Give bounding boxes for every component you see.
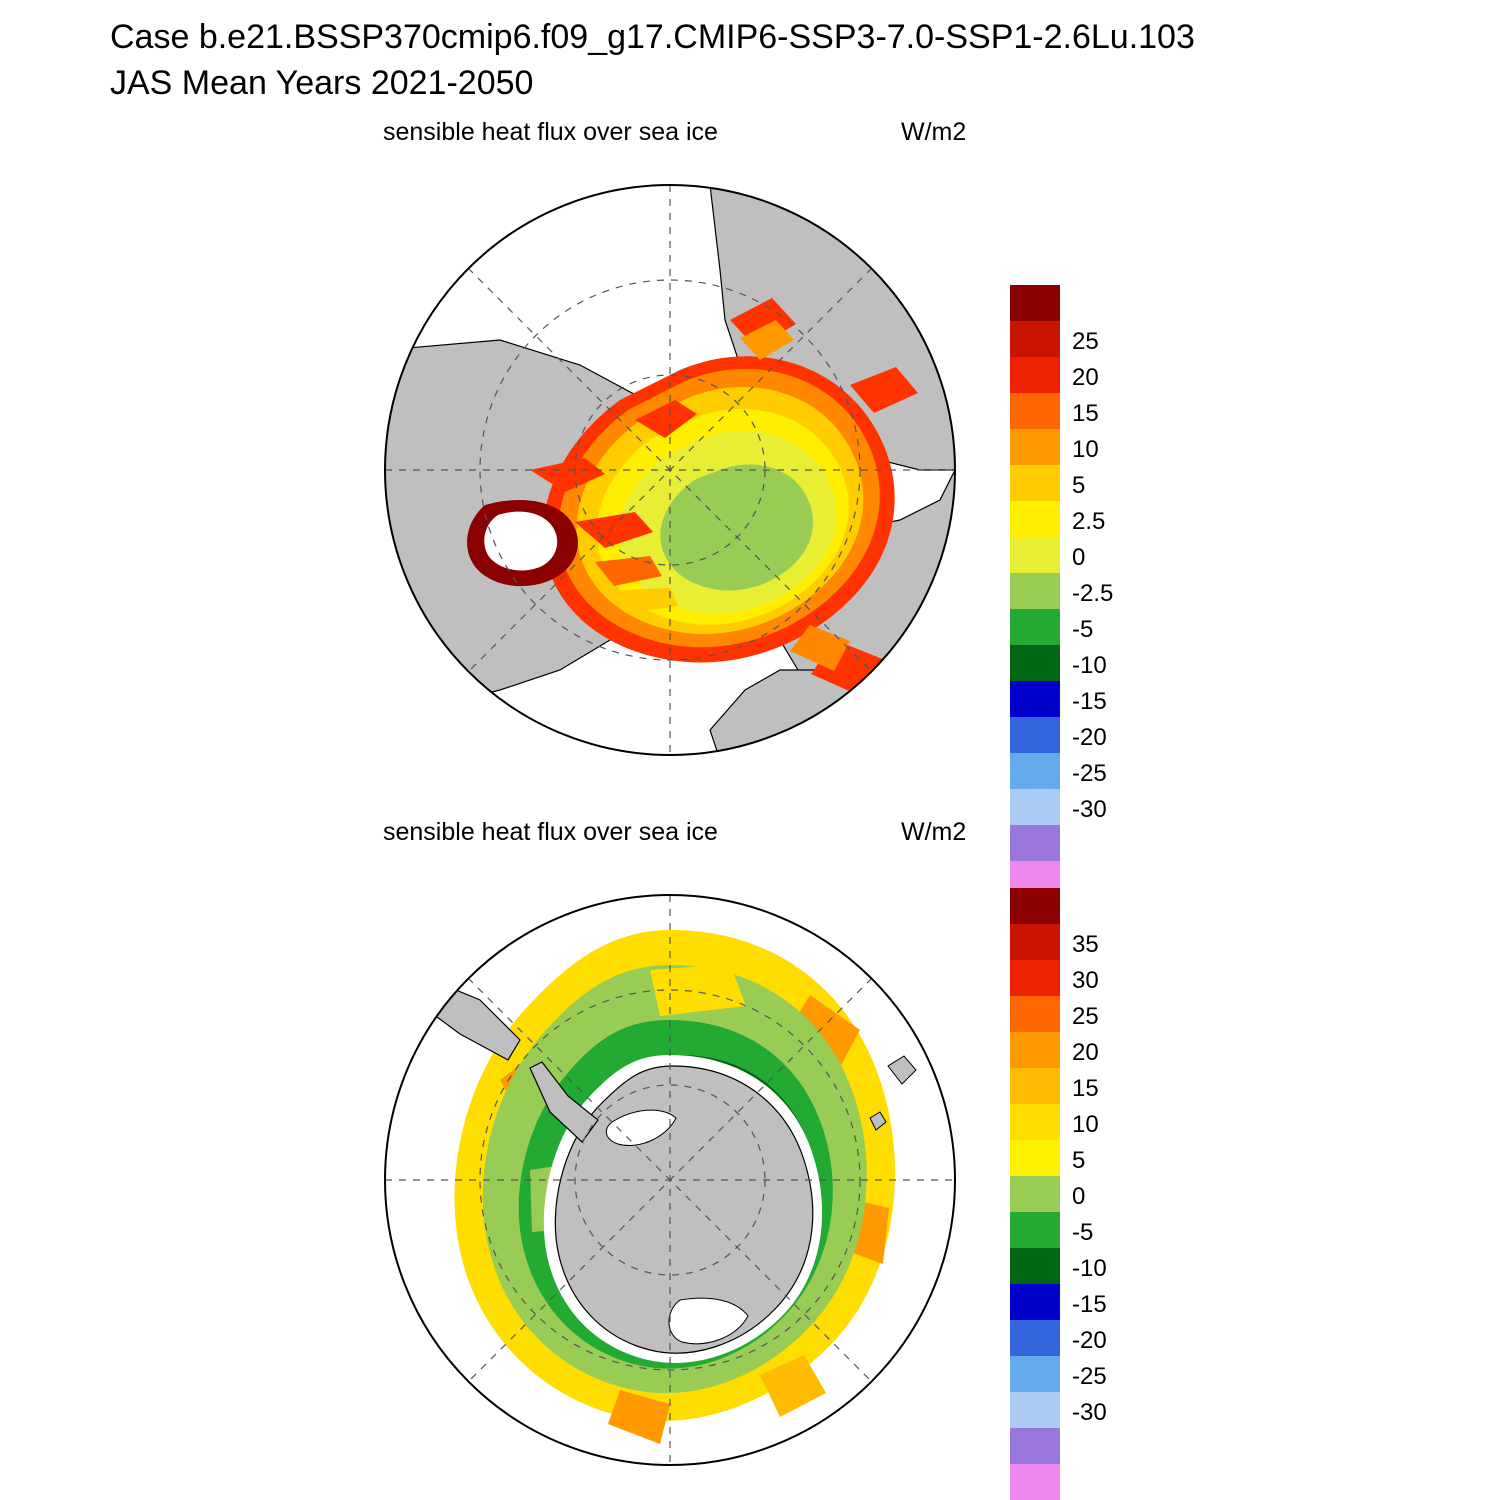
colorbar-tick-label: 5: [1072, 472, 1086, 499]
panel-south-header: [0, 818, 1500, 848]
colorbar-swatch: [1010, 1104, 1060, 1140]
colorbar-swatch: [1010, 645, 1060, 681]
colorbar-tick-label: 10: [1072, 436, 1099, 463]
colorbar-level: [1010, 888, 1140, 924]
colorbar-tick-label: -20: [1072, 724, 1107, 751]
colorbar-level: [1010, 996, 1140, 1032]
colorbar-swatch: [1010, 960, 1060, 996]
panel-south-variable-label: sensible heat flux over sea ice: [383, 818, 718, 846]
colorbar-swatch: [1010, 465, 1060, 501]
colorbar-tick-label: -20: [1072, 1327, 1107, 1354]
colorbar-swatch: [1010, 924, 1060, 960]
colorbar-level: [1010, 1428, 1140, 1464]
colorbar-swatch: [1010, 1032, 1060, 1068]
colorbar-swatch: [1010, 1320, 1060, 1356]
colorbar-level: [1010, 1464, 1140, 1500]
colorbar-swatch: [1010, 1068, 1060, 1104]
colorbar-tick-label: 15: [1072, 1075, 1099, 1102]
antarctic-map: [380, 870, 960, 1490]
colorbar-swatch: [1010, 537, 1060, 573]
colorbar-tick-label: 0: [1072, 544, 1086, 571]
colorbar-swatch: [1010, 1248, 1060, 1284]
colorbar-tick-label: 30: [1072, 967, 1099, 994]
colorbar-swatch: [1010, 717, 1060, 753]
colorbar-swatch: [1010, 321, 1060, 357]
arctic-map-svg: [380, 170, 960, 780]
colorbar-swatch: [1010, 573, 1060, 609]
colorbar-swatch: [1010, 1464, 1060, 1500]
panel-north: [0, 110, 1500, 823]
colorbar-tick-label: 25: [1072, 328, 1099, 355]
colorbar-tick-label: -5: [1072, 1219, 1094, 1246]
colorbar-level: [1010, 429, 1140, 465]
colorbar-level: [1010, 1320, 1140, 1356]
colorbar-level: [1010, 1212, 1140, 1248]
arctic-map: [380, 170, 960, 780]
colorbar-level: [1010, 1392, 1140, 1428]
colorbar-level: [1010, 1356, 1140, 1392]
colorbar-level: [1010, 1176, 1140, 1212]
page-title: [110, 14, 1450, 106]
title-line-1: Case b.e21.BSSP370cmip6.f09_g17.CMIP6-SSP3-7.0-SSP1-2.6Lu.103: [110, 18, 1195, 56]
colorbar-level: [1010, 1284, 1140, 1320]
colorbar-level: [1010, 609, 1140, 645]
colorbar-level: [1010, 321, 1140, 357]
colorbar-level: [1010, 717, 1140, 753]
colorbar-swatch: [1010, 1176, 1060, 1212]
colorbar-tick-label: 5: [1072, 1147, 1086, 1174]
colorbar-swatch: [1010, 1428, 1060, 1464]
colorbar-swatch: [1010, 609, 1060, 645]
colorbar-tick-label: 2.5: [1072, 508, 1106, 535]
colorbar-tick-label: 20: [1072, 1039, 1099, 1066]
colorbar-swatch: [1010, 285, 1060, 321]
colorbar-level: [1010, 1068, 1140, 1104]
colorbar-swatch: [1010, 429, 1060, 465]
colorbar-tick-label: -10: [1072, 1255, 1107, 1282]
colorbar-level: [1010, 924, 1140, 960]
colorbar-tick-label: -5: [1072, 616, 1094, 643]
colorbar-tick-label: 15: [1072, 400, 1099, 427]
colorbar-level: [1010, 1140, 1140, 1176]
title-line-2: JAS Mean Years 2021-2050: [110, 64, 534, 102]
colorbar-level: [1010, 1032, 1140, 1068]
panel-north-header: [0, 118, 1500, 148]
colorbar-level: [1010, 357, 1140, 393]
colorbar-level: [1010, 960, 1140, 996]
colorbar-tick-label: -15: [1072, 1291, 1107, 1318]
colorbar-swatch: [1010, 393, 1060, 429]
colorbar-swatch: [1010, 996, 1060, 1032]
colorbar-swatch: [1010, 357, 1060, 393]
colorbar-swatch: [1010, 1140, 1060, 1176]
panel-north-units-label: W/m2: [901, 118, 967, 146]
panel-north-variable-label: sensible heat flux over sea ice: [383, 118, 718, 146]
colorbar-tick-label: -10: [1072, 652, 1107, 679]
colorbar-tick-label: 35: [1072, 931, 1099, 958]
panel-south: [0, 810, 1500, 1500]
antarctic-map-svg: [380, 870, 960, 1490]
colorbar-level: [1010, 285, 1140, 321]
colorbar-level: [1010, 753, 1140, 789]
colorbar-swatch: [1010, 501, 1060, 537]
colorbar-tick-label: -30: [1072, 1399, 1107, 1426]
colorbar-swatch: [1010, 1212, 1060, 1248]
colorbar-swatch: [1010, 753, 1060, 789]
colorbar-level: [1010, 573, 1140, 609]
colorbar-tick-label: -25: [1072, 760, 1107, 787]
colorbar-level: [1010, 681, 1140, 717]
colorbar-tick-label: 0: [1072, 1183, 1086, 1210]
colorbar-swatch: [1010, 888, 1060, 924]
colorbar-level: [1010, 645, 1140, 681]
colorbar-south: [1010, 888, 1140, 1500]
colorbar-tick-label: 25: [1072, 1003, 1099, 1030]
colorbar-tick-label: -15: [1072, 688, 1107, 715]
colorbar-swatch: [1010, 1392, 1060, 1428]
colorbar-tick-label: -25: [1072, 1363, 1107, 1390]
colorbar-level: [1010, 501, 1140, 537]
colorbar-swatch: [1010, 1356, 1060, 1392]
colorbar-level: [1010, 465, 1140, 501]
panel-south-units-label: W/m2: [901, 818, 967, 846]
colorbar-tick-label: -2.5: [1072, 580, 1114, 607]
colorbar-north: [1010, 285, 1140, 897]
colorbar-tick-label: -30: [1072, 796, 1107, 823]
colorbar-level: [1010, 1248, 1140, 1284]
colorbar-tick-label: 10: [1072, 1111, 1099, 1138]
colorbar-swatch: [1010, 681, 1060, 717]
colorbar-level: [1010, 393, 1140, 429]
colorbar-tick-label: 20: [1072, 364, 1099, 391]
colorbar-level: [1010, 537, 1140, 573]
colorbar-swatch: [1010, 1284, 1060, 1320]
colorbar-level: [1010, 1104, 1140, 1140]
